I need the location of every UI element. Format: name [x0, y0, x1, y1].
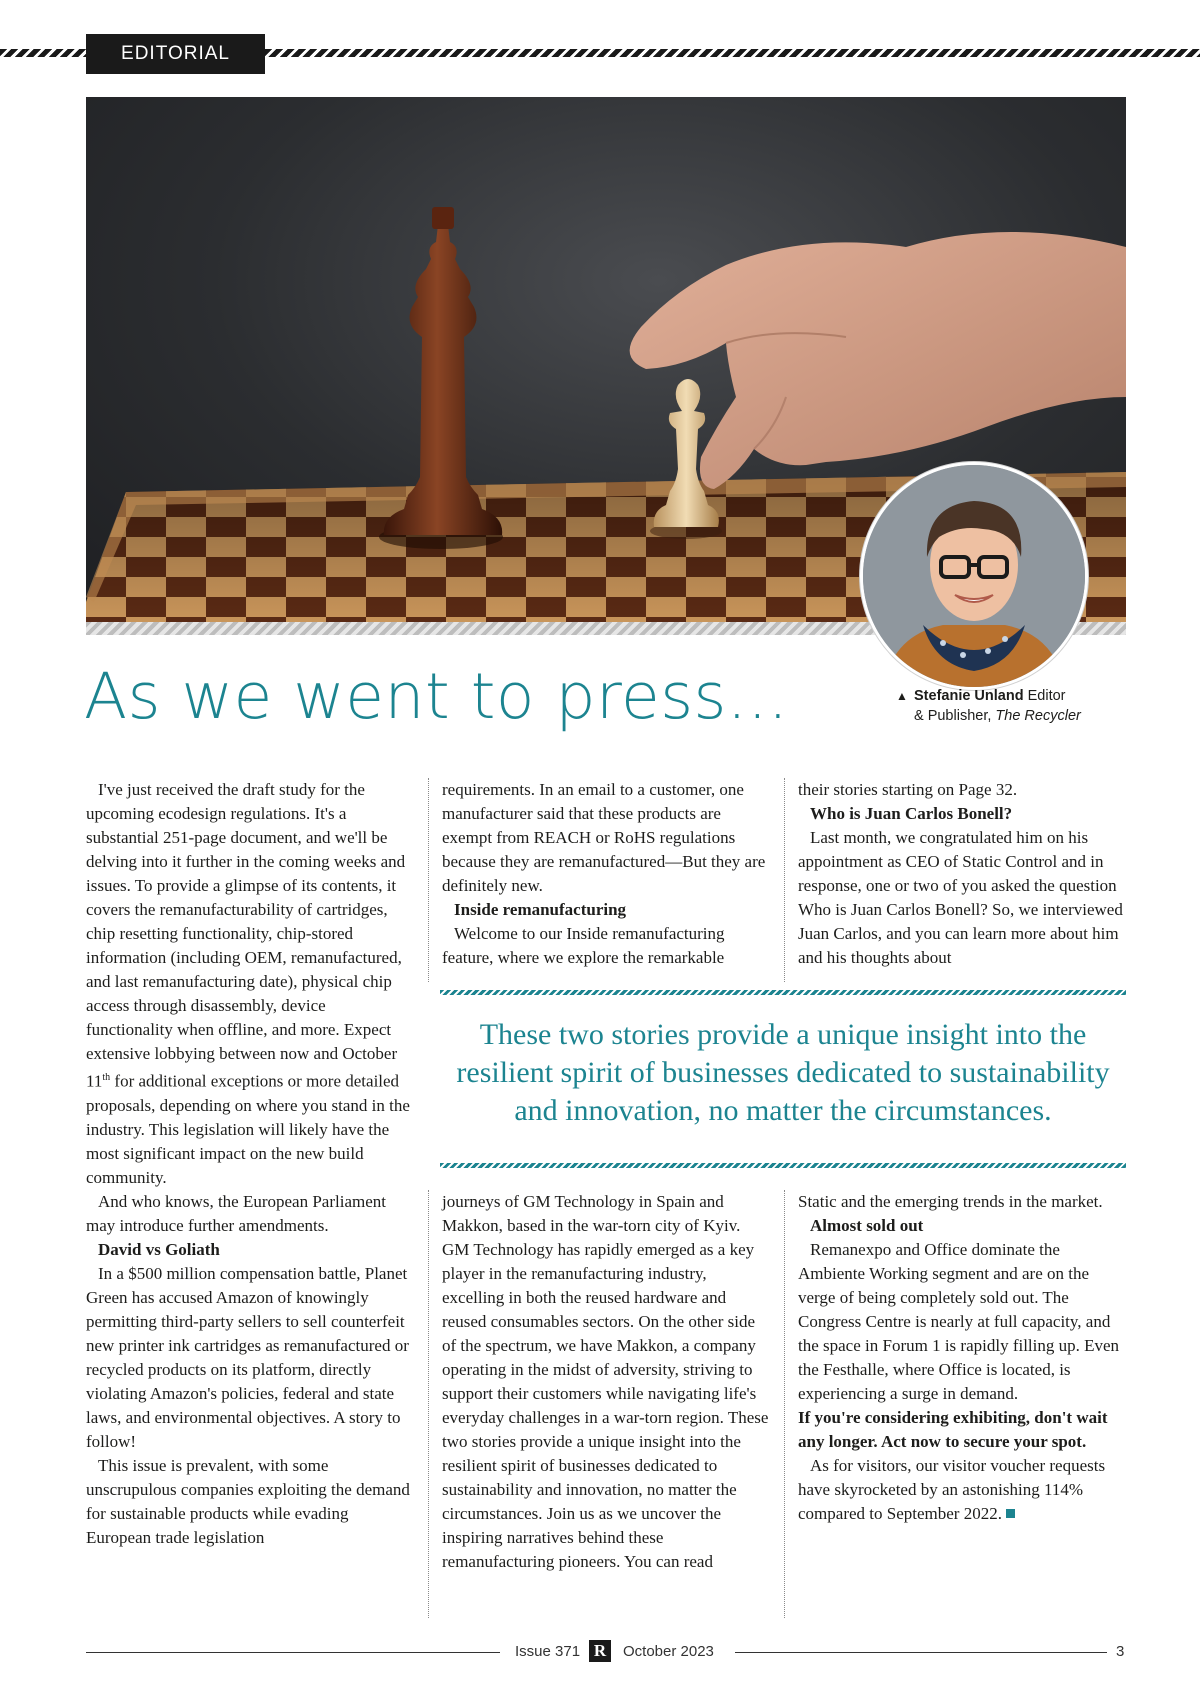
- publication-logo: R: [589, 1640, 611, 1662]
- column-3-top: [798, 778, 1126, 970]
- paragraph-text: for additional exceptions or more detailed proposals, depending on where you stand in the industry. This legislation will likely have the most significant impact on the new build community.: [86, 1071, 410, 1187]
- photo-caption: [896, 686, 1120, 726]
- column-divider: [428, 1190, 429, 1618]
- pullquote-rule-bottom: [440, 1163, 1126, 1168]
- column-divider: [784, 778, 785, 982]
- paragraph: Last month, we congratulated him on his appointment as CEO of Static Control and in response, one or two of you asked the question Who is Juan Carlos Bonell? So, we interviewed Juan Carlos, and you can learn more about him and his thoughts about: [798, 828, 1123, 967]
- footer-date: October 2023: [623, 1643, 714, 1660]
- superscript: th: [102, 1072, 111, 1083]
- column-2-bottom: [442, 1190, 770, 1574]
- page-title: As we went to press...: [84, 660, 789, 733]
- paragraph: [86, 778, 414, 1190]
- column-divider: [428, 778, 429, 982]
- call-to-action: If you're considering exhibiting, don't wait any longer. Act now to secure your spot.: [798, 1408, 1108, 1451]
- pullquote-rule-top: [440, 990, 1126, 995]
- caption-role: Editor: [1023, 688, 1066, 704]
- page-number: 3: [1116, 1643, 1125, 1660]
- subheading: Inside remanufacturing: [454, 900, 627, 919]
- section-tag: EDITORIAL: [86, 34, 265, 74]
- caption-publication: The Recycler: [995, 708, 1081, 724]
- paragraph: [798, 1454, 1126, 1526]
- triangle-up-icon: ▲: [896, 689, 908, 703]
- column-3-bottom: [798, 1190, 1126, 1526]
- paragraph: journeys of GM Technology in Spain and Makkon, based in the war-torn city of Kyiv. GM Technology has rapidly emerged as a key player in the remanufacturing industry, excelling in both the reused hardware and reused consumables sectors. On the other side of the spectrum, we have Makkon, a company operating in the midst of adversity, striving to support their customers while navigating life's everyday challenges in a war-torn region. These two stories provide a unique insight into the resilient spirit of businesses dedicated to sustainability and innovation, no matter the circumstances. Join us as we uncover the inspiring narratives behind these remanufacturing pioneers. You can read: [442, 1192, 769, 1571]
- paragraph: their stories starting on Page 32.: [798, 780, 1018, 799]
- paragraph: Remanexpo and Office dominate the Ambiente Working segment and are on the verge of being completely sold out. The Congress Centre is nearly at full capacity, and the space in Forum 1 is rapidly filling up. Even the Festhalle, where Office is located, is experiencing a surge in demand.: [798, 1240, 1120, 1403]
- author-avatar: [860, 462, 1088, 690]
- caption-name: Stefanie Unland: [914, 688, 1024, 704]
- column-divider: [784, 1190, 785, 1618]
- paragraph: requirements. In an email to a customer, one manufacturer said that these products are exempt from REACH or RoHS regulations because they are remanufactured—But they are definitely new.: [442, 780, 766, 895]
- pull-quote: These two stories provide a unique insight into the resilient spirit of businesses dedicated to sustainability and innovation, no matter the circumstances.: [456, 1018, 1110, 1127]
- paragraph: Static and the emerging trends in the market.: [798, 1192, 1103, 1211]
- paragraph: In a $500 million compensation battle, Planet Green has accused Amazon of knowingly permitting third-party sellers to sell counterfeit new printer ink cartridges as remanufactured or recycled products on its platform, directly violating Amazon's policies, federal and state laws, and environmental objectives. A story to follow!: [86, 1263, 409, 1451]
- caption-role2: & Publisher,: [914, 708, 996, 724]
- paragraph-text: As for visitors, our visitor voucher requests have skyrocketed by an astonishing 114% compared to September 2022.: [798, 1456, 1106, 1523]
- paragraph: And who knows, the European Parliament may introduce further amendments.: [86, 1191, 386, 1235]
- footer-issue: Issue 371: [515, 1643, 581, 1660]
- subheading: Almost sold out: [810, 1216, 924, 1235]
- subheading: David vs Goliath: [98, 1239, 220, 1259]
- paragraph: Welcome to our Inside remanufacturing feature, where we explore the remarkable: [442, 924, 725, 967]
- header-stripe-right: [265, 49, 1200, 57]
- subheading: Who is Juan Carlos Bonell?: [810, 804, 1013, 823]
- footer-rule-right: [735, 1652, 1107, 1653]
- paragraph-text: I've just received the draft study for the upcoming ecodesign regulations. It's a substantial 251-page document, and we'll be delving into it further in the coming weeks and issues. To provide a glimpse of its contents, it covers the remanufacturability of cartridges, chip resetting functionality, chip-stored information (including OEM, remanufactured, and last remanufacturing date), physical chip access through disassembly, device functionality when offline, and more. Expect extensive lobbying between now and October 11: [86, 780, 406, 1091]
- footer-rule-left: [86, 1652, 500, 1653]
- end-mark-icon: [1006, 1509, 1015, 1518]
- header-stripe-left: [0, 49, 86, 57]
- column-1: [86, 778, 414, 1550]
- paragraph: This issue is prevalent, with some unscrupulous companies exploiting the demand for sustainable products while evading European trade legislation: [86, 1455, 410, 1547]
- column-2-top: [442, 778, 770, 970]
